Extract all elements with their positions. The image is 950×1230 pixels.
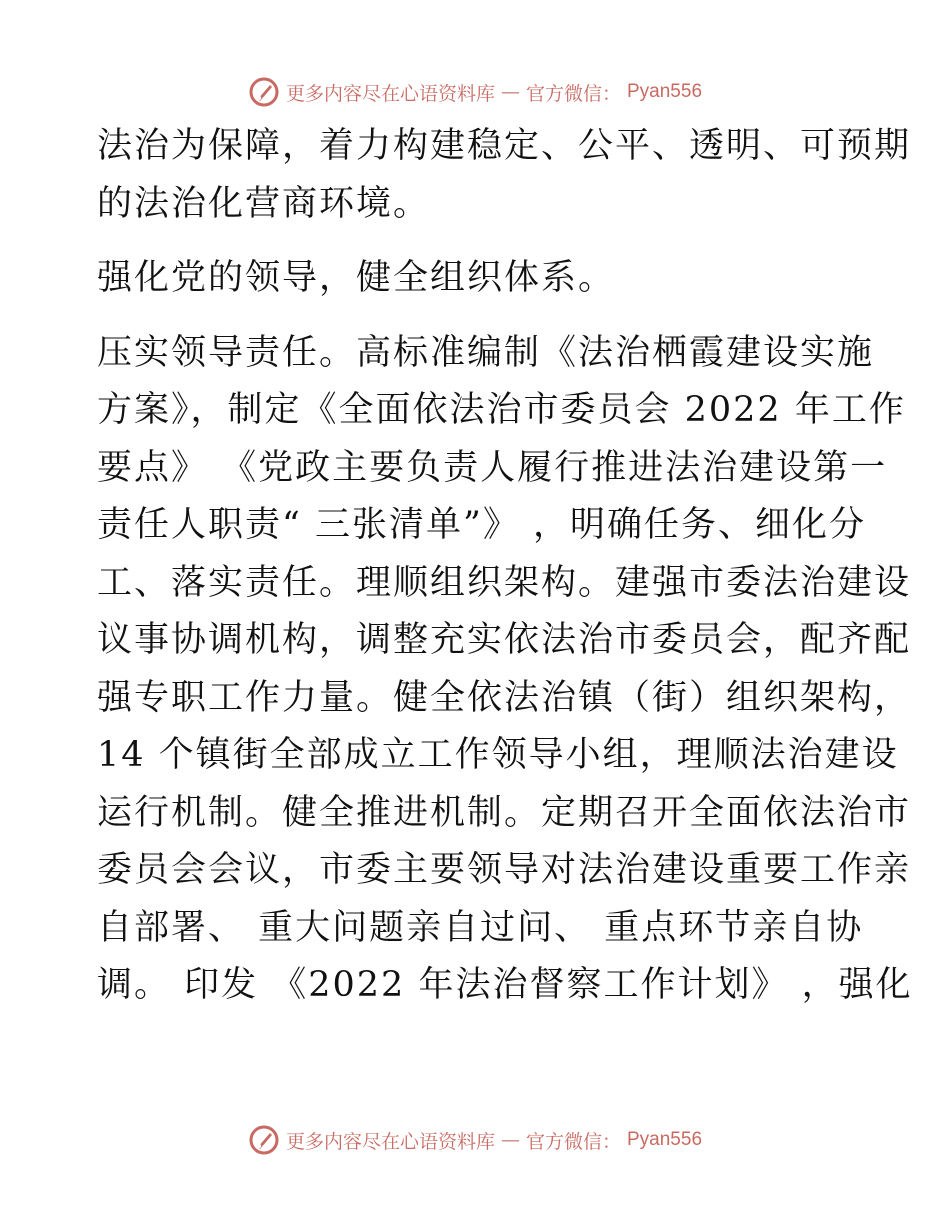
text-line: 14 个镇街全部成立工作领导小组，理顺法治建设 bbox=[97, 735, 899, 775]
watermark-account: Pyan556 bbox=[627, 81, 703, 102]
text-line: 强化党的领导，健全组织体系。 bbox=[97, 258, 616, 298]
watermark-separator: — bbox=[500, 81, 520, 103]
footer-watermark bbox=[0, 1120, 950, 1160]
text-line: 运行机制。健全推进机制。定期召开全面依法治市 bbox=[97, 792, 912, 833]
text-line: 要点》 《党政主要负责人履行推进法治建设第一 bbox=[97, 447, 888, 488]
text-line: 责任人职责“ 三张清单”》 ，明确任务、细化分 bbox=[97, 505, 867, 545]
section-heading bbox=[97, 250, 852, 308]
text-line: 压实领导责任。高标准编制《法治栖霞建设实施 bbox=[97, 332, 875, 373]
quill-seal-icon bbox=[248, 76, 280, 108]
text-line: 委员会会议，市委主要领导对法治建设重要工作亲 bbox=[97, 850, 912, 890]
text-line: 强专职工作力量。健全依法治镇（街）组织架构， bbox=[97, 677, 912, 718]
watermark-wechat-label: 官方微信： bbox=[525, 82, 621, 105]
paragraph bbox=[97, 118, 912, 233]
quill-seal-icon bbox=[248, 1124, 280, 1156]
text-line: 调。 印发 《2022 年法治督察工作计划》 ，强化 bbox=[97, 965, 913, 1005]
text-line: 方案》，制定《全面依法治市委员会 2022 年工作 bbox=[97, 390, 906, 430]
text-line: 法治为保障，着力构建稳定、公平、透明、可预期 bbox=[97, 126, 912, 166]
text-line: 的法治化营商环境。 bbox=[97, 183, 431, 224]
watermark-brand: 更多内容尽在心语资料库 bbox=[285, 1130, 495, 1153]
paragraph bbox=[97, 325, 913, 1015]
text-line: 议事协调机构，调整充实依法治市委员会，配齐配 bbox=[97, 620, 912, 660]
watermark-wechat-label: 官方微信： bbox=[525, 1130, 621, 1153]
header-watermark bbox=[0, 72, 950, 112]
text-line: 工、落实责任。理顺组织架构。建强市委法治建设 bbox=[97, 562, 912, 603]
text-line: 自部署、 重大问题亲自过问、 重点环节亲自协 bbox=[97, 907, 864, 948]
document-body bbox=[97, 118, 913, 1015]
watermark-brand: 更多内容尽在心语资料库 bbox=[285, 82, 495, 105]
watermark-account: Pyan556 bbox=[627, 1129, 703, 1150]
watermark-separator: — bbox=[500, 1129, 520, 1151]
